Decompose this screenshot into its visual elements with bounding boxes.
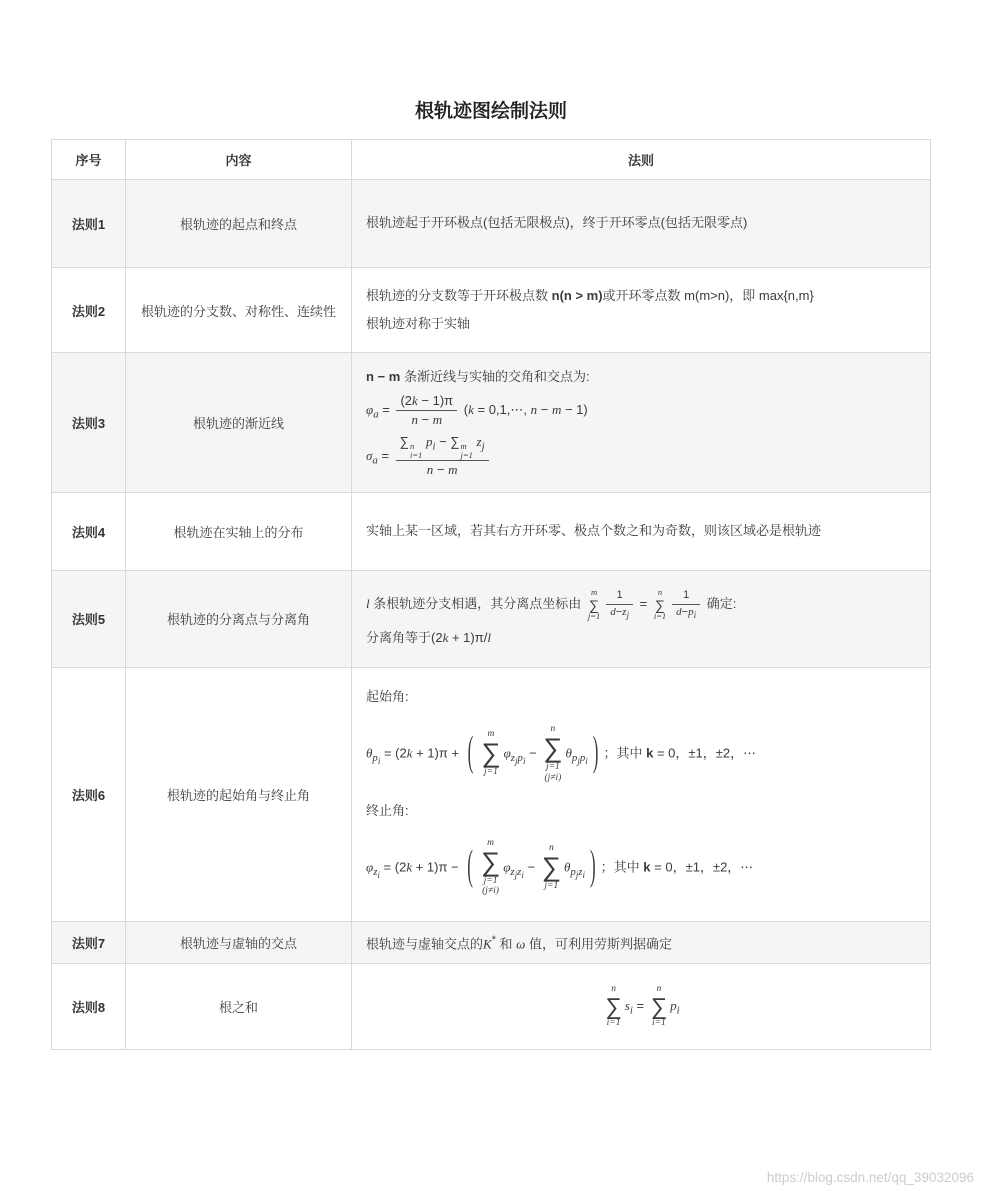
watermark-url: https://blog.csdn.net/qq_39032096 xyxy=(766,1170,974,1185)
rule-index: 法则2 xyxy=(52,268,126,353)
col-header-index: 序号 xyxy=(52,140,126,180)
rule-index: 法则1 xyxy=(52,180,126,268)
rule-content: 根轨迹的渐近线 xyxy=(126,353,352,493)
rule-index: 法则4 xyxy=(52,492,126,570)
rules-table-container xyxy=(51,139,931,1050)
page-title: 根轨迹图绘制法则 xyxy=(414,101,567,122)
rule-text: 实轴上某一区域，若其右方开环零、极点个数之和为奇数，则该区域必是根轨迹 xyxy=(352,492,931,570)
rules-table xyxy=(51,139,931,1050)
rule-index: 法则8 xyxy=(52,964,126,1050)
rule-index: 法则5 xyxy=(52,570,126,667)
table-row xyxy=(52,268,931,353)
rule-text: n ∑ i=1 $s_i$ = n ∑ i=1 $p_i$ xyxy=(352,964,931,1050)
rule-content: 根轨迹的分离点与分离角 xyxy=(126,570,352,667)
table-row xyxy=(52,492,931,570)
rule-content: 根轨迹在实轴上的分布 xyxy=(126,492,352,570)
rule-content: 根轨迹的分支数、对称性、连续性 xyxy=(126,268,352,353)
table-row xyxy=(52,570,931,667)
rule-text: n − m 条渐近线与实轴的交角和交点为: $\varphi_a$ = $\frac{(2k - 1)\pi}{n - m}$ (k = 0,1,⋯, n − m − 1) $\sigma_a$ = ∑ n i=1 $p_i$ − ∑ m j=1 $z_j$ n − m xyxy=(352,353,931,493)
rule-text: 根轨迹起于开环极点(包括无限极点)，终于开环零点(包括无限零点) xyxy=(352,180,931,268)
rule-text: 根轨迹的分支数等于开环极点数 n(n > m)或开环零点数 m(m>n)，即 max{n,m} 根轨迹对称于实轴 xyxy=(352,268,931,353)
rule-content: 根轨迹的起点和终点 xyxy=(126,180,352,268)
table-row xyxy=(52,667,931,922)
col-header-rule: 法则 xyxy=(352,140,931,180)
rule-text: 起始角: $\theta_{p_i} = (2k + 1)\pi$ + ( m ∑ j=1 $\varphi_{z_jp_i}$ − n ∑ j=1 (j≠i) $\theta_{p_jp_i}$ ) ；其中 k = 0，±1，±2，⋯ 终止角: $\varphi_{z_i} = (2k + 1)\pi$ − ( m ∑ j=1 (j≠i) $\varphi_{z_jz_i}$ − n ∑ j=1 $\theta_{p_jz_i}$ ) ；其中 k = 0，±1，±2，⋯ xyxy=(352,667,931,922)
table-row xyxy=(52,964,931,1050)
rule-text: 根轨迹与虚轴交点的K* 和 ω 值，可利用劳斯判据确定 xyxy=(352,922,931,964)
rule-index: 法则7 xyxy=(52,922,126,964)
table-row xyxy=(52,922,931,964)
rule-index: 法则3 xyxy=(52,353,126,493)
rule-text: l 条根轨迹分支相遇，其分离点坐标由 m ∑ j=1 $\frac{1}{d-z_j}$ = n ∑ i=1 $\frac{1}{d-p_i}$ 确定: 分离角等于(2k + 1)π/l xyxy=(352,570,931,667)
table-row xyxy=(52,180,931,268)
rule-content: 根轨迹的起始角与终止角 xyxy=(126,667,352,922)
table-row xyxy=(52,353,931,493)
rule-index: 法则6 xyxy=(52,667,126,922)
rule-content: 根轨迹与虚轴的交点 xyxy=(126,922,352,964)
rule-content: 根之和 xyxy=(126,964,352,1050)
table-header-row xyxy=(52,140,931,180)
col-header-content: 内容 xyxy=(126,140,352,180)
